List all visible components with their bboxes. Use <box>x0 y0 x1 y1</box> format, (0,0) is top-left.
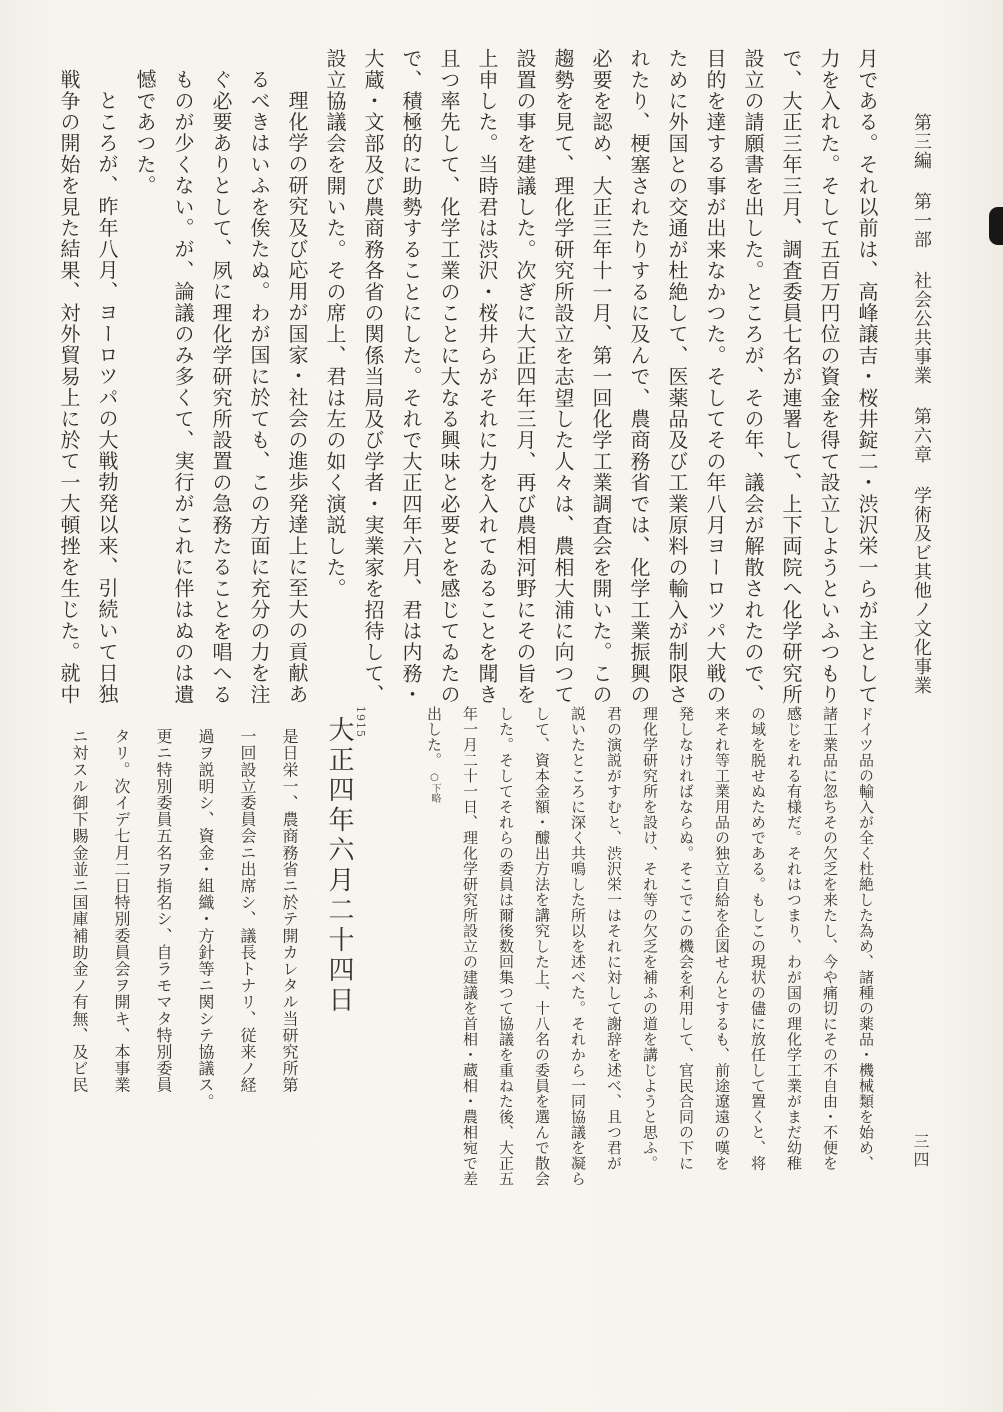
running-head-part: 社会公共事業 <box>911 271 932 385</box>
omission-note: ○下略 <box>429 772 440 803</box>
running-head-part: 第六章 <box>911 407 932 464</box>
year-annotation: 1915 <box>354 706 367 738</box>
text-column: 理化学研究所を設け、それ等の欠乏を補ふの道を講じようと思ふ。 <box>641 706 659 1171</box>
text-column: 設立の請願書を出した。ところが、その年、議会が解散されたので、 <box>741 48 765 706</box>
text-column: の域を脱せぬためである。もしこの現状の儘に放任して置くと、将 <box>749 706 767 1171</box>
text-column: 来それ等工業用品の独立自給を企図せんとするも、前途遼遠の嘆を <box>713 706 731 1171</box>
text-column: 設置の事を建議した。次ぎに大正四年三月、再び農相河野にその旨を <box>513 48 537 706</box>
citation-column: タリ。次イデ七月二日特別委員会ヲ開キ、本事業 <box>112 728 131 1094</box>
text-column: 月である。それ以前は、高峰譲吉・桜井錠二・渋沢栄一らが主として <box>855 48 879 706</box>
text-column: で、積極的に助勢することにした。それで大正四年六月、君は内務・ <box>399 48 423 706</box>
text-column: れたり、梗塞されたりするに及んで、農商務省では、化学工業振興の <box>627 48 651 706</box>
text-column: 感じをれる有様だ。それはつまり、わが国の理化学工業がまだ幼稚 <box>785 706 803 1171</box>
text-column: 目的を達する事が出来なかつた。そしてその年八月ヨーロツパ大戦の <box>703 48 727 706</box>
text-column: で、大正三年三月、調査委員七名が連署して、上下両院へ化学研究所 <box>779 48 803 706</box>
citation-date-heading: 大正四年六月二十四日 <box>324 716 354 1016</box>
citation-column: 更ニ特別委員五名ヲ指名シ、自ラモマタ特別委員 <box>154 728 173 1094</box>
text-column: ために外国との交通が杜絶して、医薬品及び工業原料の輸入が制限さ <box>665 48 689 706</box>
text-column: 設立協議会を開いた。その席上、君は左の如く演説した。 <box>323 48 347 600</box>
text-column-end: 出した。 <box>425 706 443 768</box>
text-column: 諸工業品に忽ちその欠乏を来たし、今や痛切にその不自由・不便を <box>821 706 839 1171</box>
quote-column: ところが、昨年八月、ヨーロツパの大戦勃発以来、引続いて日独 <box>95 90 119 705</box>
quote-column: ぐ必要ありとして、夙に理化学研究所設置の急務たることを唱へる <box>209 69 233 705</box>
text-column: 必要を認め、大正三年十一月、第一回化学工業調査会を開いた。この <box>589 48 613 706</box>
text-column <box>426 706 441 803</box>
citation-block <box>71 728 297 1110</box>
text-column: 説いたところに深く共鳴した所以を述べた。それから一同協議を凝ら <box>569 706 587 1187</box>
quote-column: 憾であつた。 <box>133 69 157 197</box>
page-number: 三四 <box>911 1133 930 1169</box>
citation-column: 一回設立委員会ニ出席シ、議長トナリ、従来ノ経 <box>238 728 257 1094</box>
quote-column: 戦争の開始を見た結果、対外貿易上に於て一大頓挫を生じた。就中 <box>57 69 81 705</box>
citation-column: 是日栄一、農商務省ニ於テ開カレタル当研究所第 <box>280 728 299 1094</box>
running-head-part: 第一部 <box>911 192 932 249</box>
quote-column: ものが少くない。が、論議のみ多くて、実行がこれに伴はぬのは遺 <box>171 69 195 705</box>
text-column: 趨勢を見て、理化学研究所設立を志望した人々は、農相大浦に向つて <box>551 48 575 706</box>
text-column: して、資本金額・醵出方法を講究した上、十八名の委員を選んで散会 <box>533 706 551 1187</box>
main-text-block <box>59 48 877 705</box>
text-column: 年一月二十一日、理化学研究所設立の建議を首相・蔵相・農相宛で差 <box>461 706 479 1187</box>
text-column: 君の演説がすむと、渋沢栄一はそれに対して謝辞を述べ、且つ君が <box>605 706 623 1171</box>
running-head <box>912 113 930 695</box>
text-column: した。そしてそれらの委員は爾後数回集つて協議を重ねた後、大正五 <box>497 706 515 1187</box>
text-column: 且つ率先して、化学工業のことに大なる興味と必要とを感じてゐたの <box>437 48 461 706</box>
citation-column: ニ対スル御下賜金並ニ国庫補助金ノ有無、及ビ民 <box>70 728 89 1094</box>
quote-continuation-block <box>426 706 873 1187</box>
quote-column: 理化学の研究及び応用が国家・社会の進歩発達上に至大の貢献あ <box>285 90 309 705</box>
citation-column: 過ヲ説明シ、資金・組織・方針等ニ関シテ協議ス。 <box>196 728 215 1110</box>
text-column: 上申した。当時君は渋沢・桜井らがそれに力を入れてゐることを聞き <box>475 48 499 706</box>
text-column: 大蔵・文部及び農商務各省の関係当局及び学者・実業家を招待して、 <box>361 48 385 706</box>
running-head-part: 第三編 <box>911 113 932 170</box>
scan-edge-mark <box>989 207 1003 245</box>
quote-column: るべきはいふを俟たぬ。わが国に於ても、この方面に充分の力を注 <box>247 69 271 705</box>
text-column: 発しなければならぬ。そこでこの機会を利用して、官民合同の下に <box>677 706 695 1171</box>
running-head-part: 学術及ビ其他ノ文化事業 <box>911 486 932 695</box>
text-column: 力を入れた。そして五百万円位の資金を得て設立しようといふつもり <box>817 48 841 706</box>
text-column: ドイツ品の輸入が全く杜絶した為め、諸種の薬品・機械類を始め、 <box>857 706 875 1171</box>
